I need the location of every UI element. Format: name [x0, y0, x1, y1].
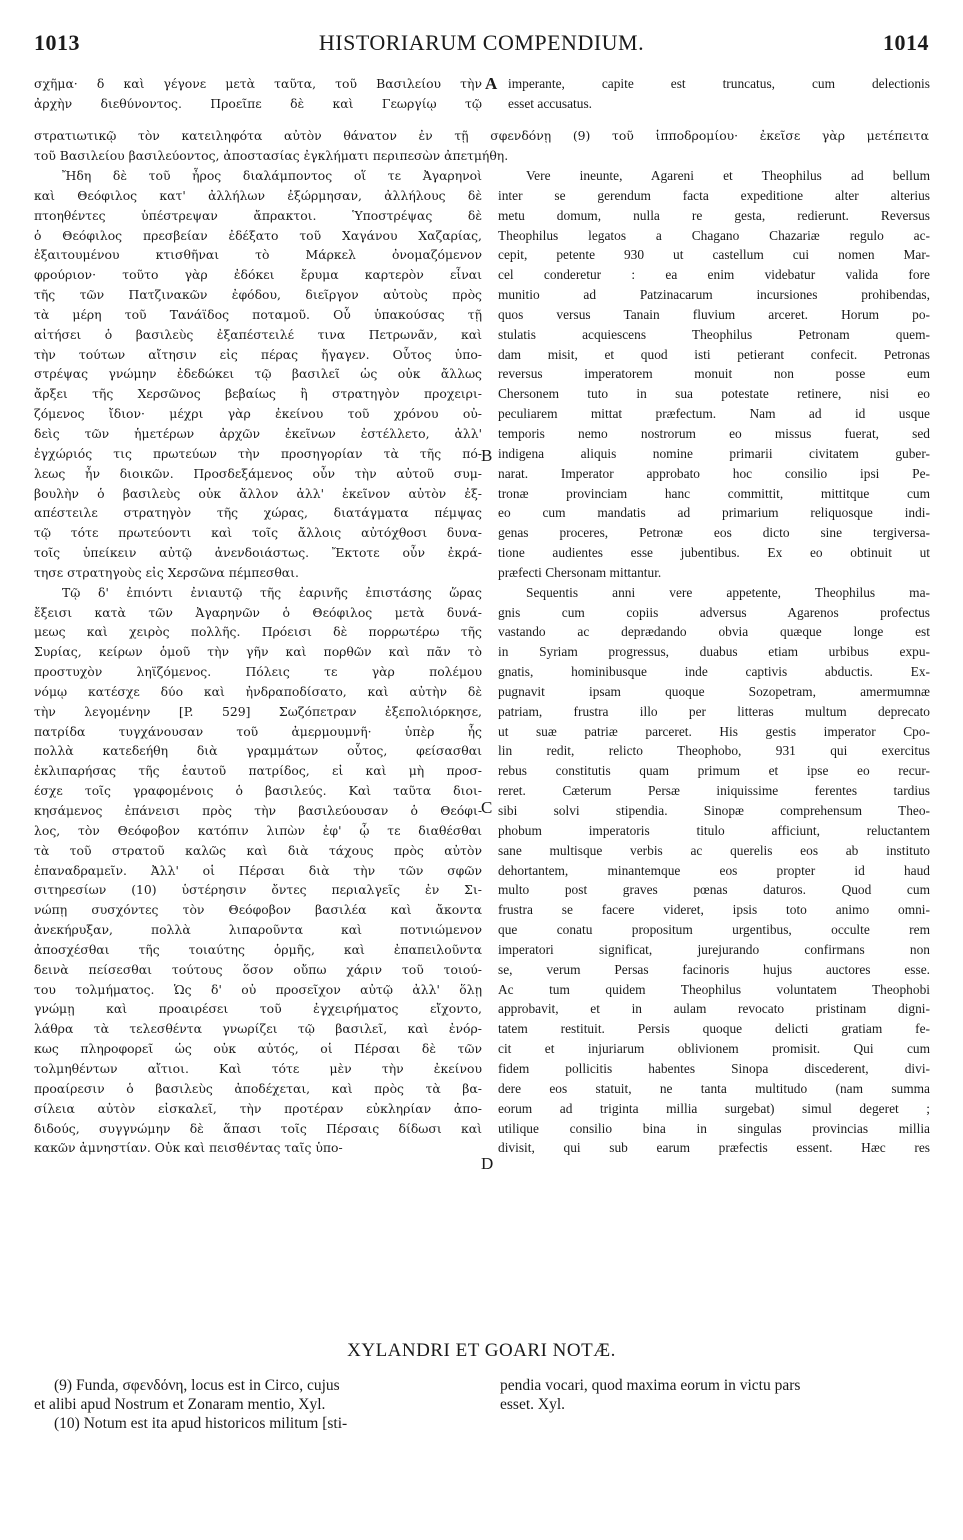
- greek-line: ἐξαιτουμένου κτισθῆναι τὸ Μάρκελ ὀνομαζόμενον: [34, 247, 482, 263]
- latin-line: fidem pollicitis habentes Sinopa discederent, divi-: [498, 1060, 930, 1076]
- latin-line: Vere ineunte, Agareni et Theophilus ad bellum: [526, 168, 930, 183]
- latin-line: indigena aliquis nomine primarii civitatem guber-: [498, 445, 930, 461]
- latin-line: se, verum Persas facinoris hujus auctores esse.: [498, 961, 930, 977]
- greek-line: ὁ Θεόφιλος πρεσβείαν ἐδέξατο τοῦ Χαγάνου Χαζαρίας,: [34, 227, 482, 243]
- latin-line: genas proceres, Petronæ eos dicto sine tergiversa-: [498, 525, 930, 541]
- greek-line: κησάμενος ἐπάνεισι πρὸς τὴν βασιλεύουσαν ὁ Θεόφι-: [34, 803, 482, 818]
- latin-line: Sequentis anni vere appetente, Theophilus ma-: [526, 584, 930, 600]
- greek-line: τῷ τότε πρωτεύοντι καὶ τοῖς ἄλλοις αὐτόχθοσι δυνα-: [34, 525, 482, 541]
- notes-heading: XYLANDRI ET GOARI NOTÆ.: [347, 1340, 616, 1361]
- greek-line: πατρίδα τυγχάνουσαν τοῦ ἀμερμουμνῆ· ὑπὲρ ἧς: [34, 723, 482, 739]
- latin-line: lin redit, relicto Theophobo, 931 qui exercitus: [498, 743, 930, 759]
- latin-line: imperante, capite est truncatus, cum delectionis: [508, 76, 930, 91]
- greek-line: ἔξεισι κατὰ τῶν Ἀγαρηνῶν ὁ Θεόφιλος μετὰ δυνά-: [34, 604, 482, 620]
- greek-line: ἐπαναδραμεῖν. Ἀλλ' οἱ Πέρσαι διὰ τὴν τῶν σφῶν: [34, 862, 482, 878]
- greek-line: βουλὴν ὁ βασιλεὺς οὐκ ἄλλον ἀλλ' ἐκεῖνον αὐτὸν ἐξ-: [34, 485, 482, 501]
- latin-line: phobum imperatoris titulo afficiunt, reluctantem: [498, 822, 930, 838]
- greek-line: ἀποσχέσθαι τῆς τοιαύτης ὁρμῆς, καὶ ἐπαπειλοῦντα: [34, 941, 482, 957]
- latin-line: frustra se facere videret, ipsis toto animo omni-: [498, 902, 930, 918]
- latin-line: divisit, qui sub earum præfectis essent. Hæc res: [498, 1140, 930, 1156]
- greek-line: σιτηρεσίων (10) ὑστέρησιν ὄντες περιαλγεῖς ἐν Σι-: [34, 882, 482, 898]
- greek-line: πολλὰ κατεδεήθη διὰ γραμμάτων οὗτος, φείσασθαι: [34, 743, 482, 759]
- latin-line: munitio ad Patzinacarum incursiones prohibendas,: [498, 287, 930, 303]
- greek-line: δεὶς τῶν ἡμετέρων ἀρχῶν ἐκεῖνων ἐστέλλετο, ἀλλ': [34, 425, 482, 441]
- latin-line: præfecti Chersonam mittantur.: [498, 564, 662, 580]
- latin-line: Chersonem tuto in sua potestate retinere, nisi eo: [498, 386, 930, 402]
- margin-marker-a: A: [485, 74, 498, 93]
- greek-line: στρέψας γνώμην ἐδεδώκει τῷ βασιλεῖ ὡς οὐκ ἄλλως: [34, 366, 482, 382]
- latin-line: Theophilus legatos a Chagano Chazariæ regulo ac-: [498, 227, 930, 243]
- latin-line: dere eos statuit, ne tanta multitudo (nam summa: [498, 1080, 930, 1096]
- greek-line: τοῖς ὑπείκειν αὐτῷ ἀνενδοιάστως. Ἔκτοτε οὖν ἐκρά-: [34, 545, 482, 561]
- margin-marker-c: C: [481, 798, 493, 817]
- greek-line: γνώμῃ καὶ προαιρέσει τοῦ ἐγχειρήματος εἴχοντο,: [34, 1001, 482, 1017]
- greek-line: ἀνεκήρυξαν, πολλὰ λιπαροῦντα καὶ ποτνιώμενον: [34, 922, 482, 938]
- latin-line: multo post graves pœnas daturos. Quod cum: [498, 882, 930, 898]
- latin-line: sibi solvi stipendia. Sinopæ comprehensum Theo-: [498, 803, 930, 818]
- latin-text-column: [498, 166, 930, 1158]
- greek-line: νώπῃ συσχόντες τὸν Θεόφοβον βασιλέα καὶ ἄκοντα: [34, 902, 482, 918]
- greek-line: καὶ Θεόφιλος κατ' ἀλλήλων ἐξώρμησαν, ἀλλήλους δὲ: [34, 187, 482, 203]
- latin-line: narat. Imperator approbato hoc consilio ipsi Pe-: [498, 465, 930, 481]
- greek-line: απέστειλε στρατηγὸν τῆς χώρας, διατάγματα πέμψας: [34, 505, 482, 521]
- right-page-number: 1014: [883, 30, 929, 55]
- greek-line: Τῷ δ' ἐπιόντι ἐνιαυτῷ τῆς ἐαρινῆς ἐπιστάσης ὥρας: [62, 584, 482, 600]
- note-line: (9) Funda, σφενδόνη, locus est in Circo, cujus: [54, 1377, 340, 1394]
- greek-line: του τολμήματος. Ὡς δ' οὐ προσεῖχον αὐτῷ ἀλλ' ὅλῃ: [34, 981, 482, 997]
- latin-line: que conatu propositum urgentibus, occulte rem: [498, 922, 930, 938]
- greek-line: έσχε τοῖς γραφομένοις ὁ βασιλεύς. Καὶ ταῦτα διοι-: [34, 783, 482, 799]
- greek-line: λεως ἦν διοικῶν. Προσδεξάμενος οὖν τὴν αὐτοῦ συμ-: [34, 465, 482, 481]
- greek-line: Ἤδη δὲ τοῦ ἦρος διαλάμποντος οἵ τε Ἀγαρηνοὶ: [62, 168, 482, 183]
- latin-line: metu domum, nulla re gesta, redierunt. Reversus: [498, 207, 930, 223]
- latin-line: rebus constitutis quam primum et ipse eo recur-: [498, 763, 930, 779]
- latin-line: cit et injuriarum oblivionem promisit. Qui cum: [498, 1041, 930, 1057]
- latin-line: eorum ad triginta millia surgebat) simul degeret ;: [498, 1100, 930, 1116]
- greek-line: μεως καὶ χειρὸς πολλῆς. Πρόεισι δὲ πορρωτέρω τῆς: [34, 624, 482, 640]
- greek-line: ἀρχὴν διεθύνοντος. Προεῖπε δὲ καὶ Γεωργίῳ τῷ: [34, 95, 482, 111]
- greek-line: στρατιωτικῷ τὸν κατειληφότα αὐτὸν θάνατον ἐν τῇ σφενδόνῃ (9) τοῦ ἱπποδρομίου· ἐκεῖσε γὰρ μετέπειτα: [34, 128, 929, 143]
- greek-line: φρούριον· τοῦτο γὰρ ἐδόκει ἔρυμα καρτερὸν εἶναι: [34, 267, 482, 283]
- greek-line: τησε στρατηγοὺς εἰς Χερσῶνα πέμπεσθαι.: [34, 564, 299, 580]
- notes-left-column: [34, 1376, 479, 1433]
- greek-line: ἐκλιπαρήσας τῆς ἑαυτοῦ πατρίδος, εἰ καὶ μὴ προσ-: [34, 763, 482, 779]
- latin-column-top: [498, 74, 930, 114]
- latin-line: esset accusatus.: [508, 95, 593, 111]
- greek-line: πτοηθέντες ὑπέστρεψαν ἄπρακτοι. Ὑποστρέψας δὲ: [34, 207, 482, 223]
- greek-column-top: [34, 74, 482, 114]
- greek-line: προστυχὸν ληϊζόμενος. Πόλεις τε γὰρ πολέμου: [34, 664, 482, 680]
- greek-line: αἰτήσει ὁ βασιλεὺς ἐξαπέστειλέ τινα Πετρωνᾶν, καὶ: [34, 326, 482, 342]
- greek-line: ζόμενος ἴδιον· μέχρι γὰρ ἐκείνου τοῦ χρόνου οὐ-: [34, 406, 482, 422]
- greek-line: τὴν τούτων αἴτησιν εἰς πέρας ἤγαγεν. Οὗτος ὑπο-: [34, 346, 482, 362]
- latin-line: reret. Cæterum Persæ iniquissime ferentes tardius: [498, 783, 930, 799]
- note-line: et alibi apud Nostrum et Zonaram mentio, Xyl.: [34, 1396, 326, 1413]
- latin-line: gnatis, hominibusque inde captivis abductis. Ex-: [498, 664, 930, 680]
- greek-line: λος, τὸν Θεόφοβον κατόπιν λιπὼν ἐφ' ᾧ τε διαθέσθαι: [34, 822, 482, 838]
- greek-line: νόμῳ κατέσχε δύο καὶ ἠνδραποδίσατο, καὶ αὐτὴν δὲ: [34, 683, 482, 699]
- greek-line: κακῶν ἀμνηστίαν. Οὐκ καὶ πεισθέντας ταῖς ὑπο-: [34, 1140, 343, 1156]
- latin-line: tione audientes esse jubentibus. Ex eo obtinuit ut: [498, 545, 930, 561]
- latin-line: temporis nemo nostrorum eo missus fuerat, sed: [498, 425, 930, 441]
- latin-line: ut suæ patriæ parceret. His gestis imperator Cpo-: [498, 723, 930, 739]
- greek-line: Συρίας, κείρων ὁμοῦ τὴν γῆν καὶ πορθῶν καὶ πᾶν τὸ: [34, 644, 482, 660]
- greek-line: κως πληροφορεῖ ὡς οὐκ αὐτός, οἱ Πέρσαι δὲ τῶν: [34, 1041, 482, 1057]
- greek-line: τὰ τοῦ στρατοῦ καλῶς καὶ διὰ τάχους πρὸς αὐτὸν: [34, 842, 482, 858]
- note-line: esset. Xyl.: [500, 1396, 566, 1413]
- margin-marker-d: D: [481, 1154, 494, 1173]
- latin-line: gnis cum copiis adversus Agarenos profectus: [498, 604, 930, 620]
- greek-line: τολμηθέντων αἴτιοι. Καὶ τότε μὲν τὴν ἐκείνου: [34, 1060, 482, 1076]
- page-header: [34, 30, 929, 60]
- latin-line: reversus imperatorem monuit non posse eum: [498, 366, 930, 382]
- latin-line: cel conderetur : ea enim videbatur valida fore: [498, 267, 930, 283]
- greek-line: ἐγχώριός τις πρωτεύων τὴν προσηγορίαν τὰ τῆς πό-: [34, 445, 482, 461]
- greek-line: τὴν λεγομένην [P. 529] Σωζόπετραν ἐξεπολιόρκησε,: [34, 703, 482, 719]
- greek-line: σχῆμα· δ καὶ γέγονε μετὰ ταῦτα, τοῦ Βασιλείου τὴν: [34, 76, 482, 91]
- notes-right-column: [500, 1376, 930, 1414]
- latin-line: in Syriam progressus, duabus etiam urbibus expu-: [498, 644, 930, 660]
- greek-line: προαίρεσιν ὁ βασιλεὺς ἀποδέχεται, καὶ πρὸς τὰ βα-: [34, 1080, 482, 1096]
- note-line: pendia vocari, quod maxima eorum in victu pars: [500, 1377, 801, 1394]
- greek-line: τῆς τῶν Πατζινακῶν ἐφόδου, διεῖργον αὐτοὺς πρὸς: [34, 287, 482, 303]
- greek-line: διδούς, συγγνώμην δὲ ἅπασι τοῖς Πέρσαις δίδωσι καὶ: [34, 1120, 482, 1136]
- greek-line: τοῦ Βασιλείου βασιλεύοντος, ἀποστασίας ἐγκλήματι περιπεσὼν ἀπετμήθη.: [34, 147, 509, 163]
- greek-line: λάθρα τὰ τελεσθέντα γνωρίζει τῷ βασιλεῖ, καὶ ἐνόρ-: [34, 1021, 482, 1037]
- latin-line: patriam, frustra illo per litteras multum deprecato: [498, 703, 930, 719]
- latin-line: peculiarem mittat præfectum. Nam ad id usque: [498, 406, 930, 422]
- latin-line: dam misit, et quod isti petierant confecit. Petronas: [498, 346, 930, 362]
- latin-line: imperatori significat, jurejurando confirmans non: [498, 941, 930, 957]
- latin-line: tronæ provinciam hanc committit, mittitque cum: [498, 485, 930, 501]
- latin-line: Ac tum quidem Theophilus voluntatem Theophobi: [498, 981, 930, 997]
- latin-line: eo cum mandatis ad primarium reliquosque indi-: [498, 505, 930, 521]
- note-line: (10) Notum est ita apud historicos militum [sti-: [54, 1415, 348, 1432]
- latin-line: pugnavit ipsam quoque Sozopetram, amermumnæ: [498, 683, 930, 699]
- latin-line: cepit, petente 930 ut castellum cui nomen Mar-: [498, 247, 930, 263]
- margin-marker-b: B: [481, 446, 493, 465]
- latin-line: utilique consilio bina in singulas provincias millia: [498, 1120, 930, 1136]
- greek-line: τὰ μέρη τοῦ Τανάϊδος ποταμοῦ. Οὗ ὑπακούσας τῇ: [34, 306, 482, 322]
- latin-line: sane multisque verbis ac querelis eos ab instituto: [498, 842, 930, 858]
- latin-line: dehortantem, minantemque eos propter id haud: [498, 862, 930, 878]
- running-title: HISTORIARUM COMPENDIUM.: [318, 30, 645, 55]
- greek-line: δεινὰ πείσεσθαι τούτους ὅσον οὔπω χάριν τοῦ τοιού-: [34, 961, 482, 977]
- greek-line: σίλεια αὐτὸν εἰσκαλεῖ, τὴν προτέραν εὐκληρίαν ἀπο-: [34, 1100, 482, 1116]
- latin-line: tatem restituit. Persis quoque delicti gratiam fe-: [498, 1021, 930, 1037]
- latin-line: inter se gerendum facta expeditione alter alterius: [498, 187, 930, 203]
- greek-line: ἄρξει τῆς Χερσῶνος βεβαίως ἢ στρατηγὸν προχειρι-: [34, 386, 482, 402]
- latin-line: stulatis acquiescens Theophilus Petronam quem-: [498, 326, 930, 342]
- greek-full-width-text: [34, 126, 929, 166]
- latin-line: approbavit, et in aulam revocato pristinam digni-: [498, 1001, 930, 1017]
- latin-line: quos versus Tanain fluvium arceret. Horum po-: [498, 306, 930, 322]
- latin-line: vastando ac deprædando obvia quæque longe est: [498, 624, 930, 640]
- left-page-number: 1013: [34, 30, 80, 55]
- greek-text-column: [34, 166, 482, 1158]
